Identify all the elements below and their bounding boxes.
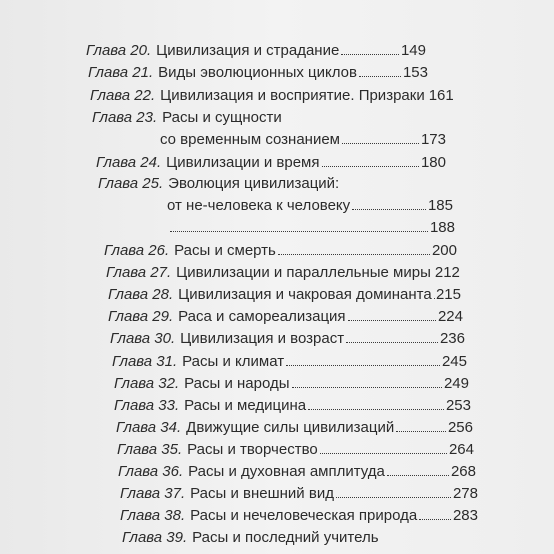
chapter-title: Расы и климат <box>182 353 285 370</box>
chapter-title: Раса и самореализация <box>178 308 346 325</box>
page-number: 245 <box>441 353 467 370</box>
toc-entry <box>117 440 474 462</box>
chapter-number: Глава 28. <box>108 286 174 303</box>
chapter-title: Расы и духовная амплитуда <box>188 463 385 480</box>
toc-entry <box>92 108 432 130</box>
chapter-title: Цивилизация и возраст <box>180 330 345 347</box>
chapter-title: Расы и сущности <box>162 109 282 126</box>
toc-entry <box>96 153 446 175</box>
chapter-number: Глава 35. <box>117 441 183 458</box>
leader-dots <box>396 418 446 432</box>
page-number: 268 <box>450 463 476 480</box>
chapter-number: Глава 38. <box>120 507 186 524</box>
chapter-number: Глава 37. <box>120 485 186 502</box>
chapter-title: Расы и смерть <box>174 242 276 259</box>
toc-entry-continuation <box>168 218 455 240</box>
chapter-title: Цивилизации и параллельные миры <box>176 264 431 281</box>
chapter-number: Глава 31. <box>112 353 178 370</box>
page-number: 253 <box>445 397 471 414</box>
leader-dots <box>419 506 451 520</box>
chapter-number: Глава 24. <box>96 154 162 171</box>
page-number: 153 <box>402 64 428 81</box>
leader-dots <box>346 329 438 343</box>
toc-entry <box>108 307 463 329</box>
toc-entry <box>104 241 457 263</box>
chapter-title: Расы и внешний вид <box>190 485 334 502</box>
toc-entry-continuation <box>160 130 446 152</box>
leader-dots <box>341 41 399 55</box>
page-number: 149 <box>400 42 426 59</box>
chapter-title: Эволюция цивилизаций: <box>168 175 340 192</box>
chapter-title: Цивилизация и страдание <box>156 42 340 59</box>
toc-entry <box>88 63 428 85</box>
chapter-title: Виды эволюционных циклов <box>158 64 357 81</box>
chapter-number: Глава 21. <box>88 64 154 81</box>
chapter-title: Движущие силы цивилизаций <box>186 419 395 436</box>
leader-dots <box>359 63 401 77</box>
page-number: 278 <box>452 485 478 502</box>
chapter-title: Расы и нечеловеческая природа <box>190 507 418 524</box>
page-number: 283 <box>452 507 478 524</box>
chapter-number: Глава 36. <box>118 463 184 480</box>
chapter-number: Глава 23. <box>92 109 158 126</box>
leader-dots <box>352 196 426 210</box>
page-number: 173 <box>420 131 446 148</box>
chapter-number: Глава 30. <box>110 330 176 347</box>
chapter-number: Глава 32. <box>114 375 180 392</box>
chapter-title: Расы и медицина <box>184 397 307 414</box>
chapter-title: Цивилизация и чакровая доминанта <box>178 286 432 303</box>
toc-entry <box>90 86 454 108</box>
page-number: 180 <box>420 154 446 171</box>
page-number: 185 <box>427 197 453 214</box>
toc-entry <box>114 396 471 418</box>
toc-entry <box>112 352 467 374</box>
leader-dots <box>308 396 444 410</box>
toc-entry <box>106 263 459 285</box>
leader-dots <box>348 307 436 321</box>
page-number: 249 <box>443 375 469 392</box>
leader-dots <box>292 374 442 388</box>
page-number: 256 <box>447 419 473 436</box>
toc-entry <box>108 285 461 307</box>
chapter-number: Глава 29. <box>108 308 174 325</box>
chapter-number: Глава 20. <box>86 42 152 59</box>
chapter-title: Цивилизация и восприятие. Призраки <box>160 87 425 104</box>
page-number: 188 <box>429 219 455 236</box>
chapter-number: Глава 33. <box>114 397 180 414</box>
chapter-number: Глава 25. <box>98 175 164 192</box>
leader-dots <box>336 484 451 498</box>
chapter-title: Цивилизации и время <box>166 154 320 171</box>
leader-dots <box>170 218 428 232</box>
toc-entry <box>120 506 478 528</box>
toc-entry <box>118 462 476 484</box>
toc-entry <box>116 418 473 440</box>
chapter-number: Глава 22. <box>90 87 156 104</box>
page-number: 236 <box>439 330 465 347</box>
chapter-title: со временным сознанием <box>160 131 340 148</box>
chapter-title: от не-человека к человеку <box>167 197 351 214</box>
leader-dots <box>342 130 419 144</box>
page-number: 224 <box>437 308 463 325</box>
toc-entry <box>86 41 426 63</box>
chapter-title: Расы и народы <box>184 375 290 392</box>
page-number: 264 <box>448 441 474 458</box>
toc-entry <box>120 484 478 506</box>
toc-entry <box>114 374 469 396</box>
chapter-number: Глава 27. <box>106 264 172 281</box>
leader-dots <box>320 440 447 454</box>
chapter-title: Расы и последний учитель <box>192 529 379 546</box>
toc-entry <box>122 528 452 550</box>
toc-entry <box>98 174 398 196</box>
leader-dots <box>387 462 449 476</box>
leader-dots <box>278 241 430 255</box>
toc-entry <box>110 329 465 351</box>
chapter-number: Глава 39. <box>122 529 188 546</box>
page-number: 212 <box>434 264 460 281</box>
leader-dots <box>286 352 440 366</box>
chapter-number: Глава 26. <box>104 242 170 259</box>
page-number: 215 <box>435 286 461 303</box>
page-number: 200 <box>431 242 457 259</box>
chapter-number: Глава 34. <box>116 419 182 436</box>
leader-dots <box>322 153 419 167</box>
chapter-title: Расы и творчество <box>187 441 318 458</box>
toc-entry-continuation <box>167 196 453 218</box>
page-number: 161 <box>428 87 454 104</box>
